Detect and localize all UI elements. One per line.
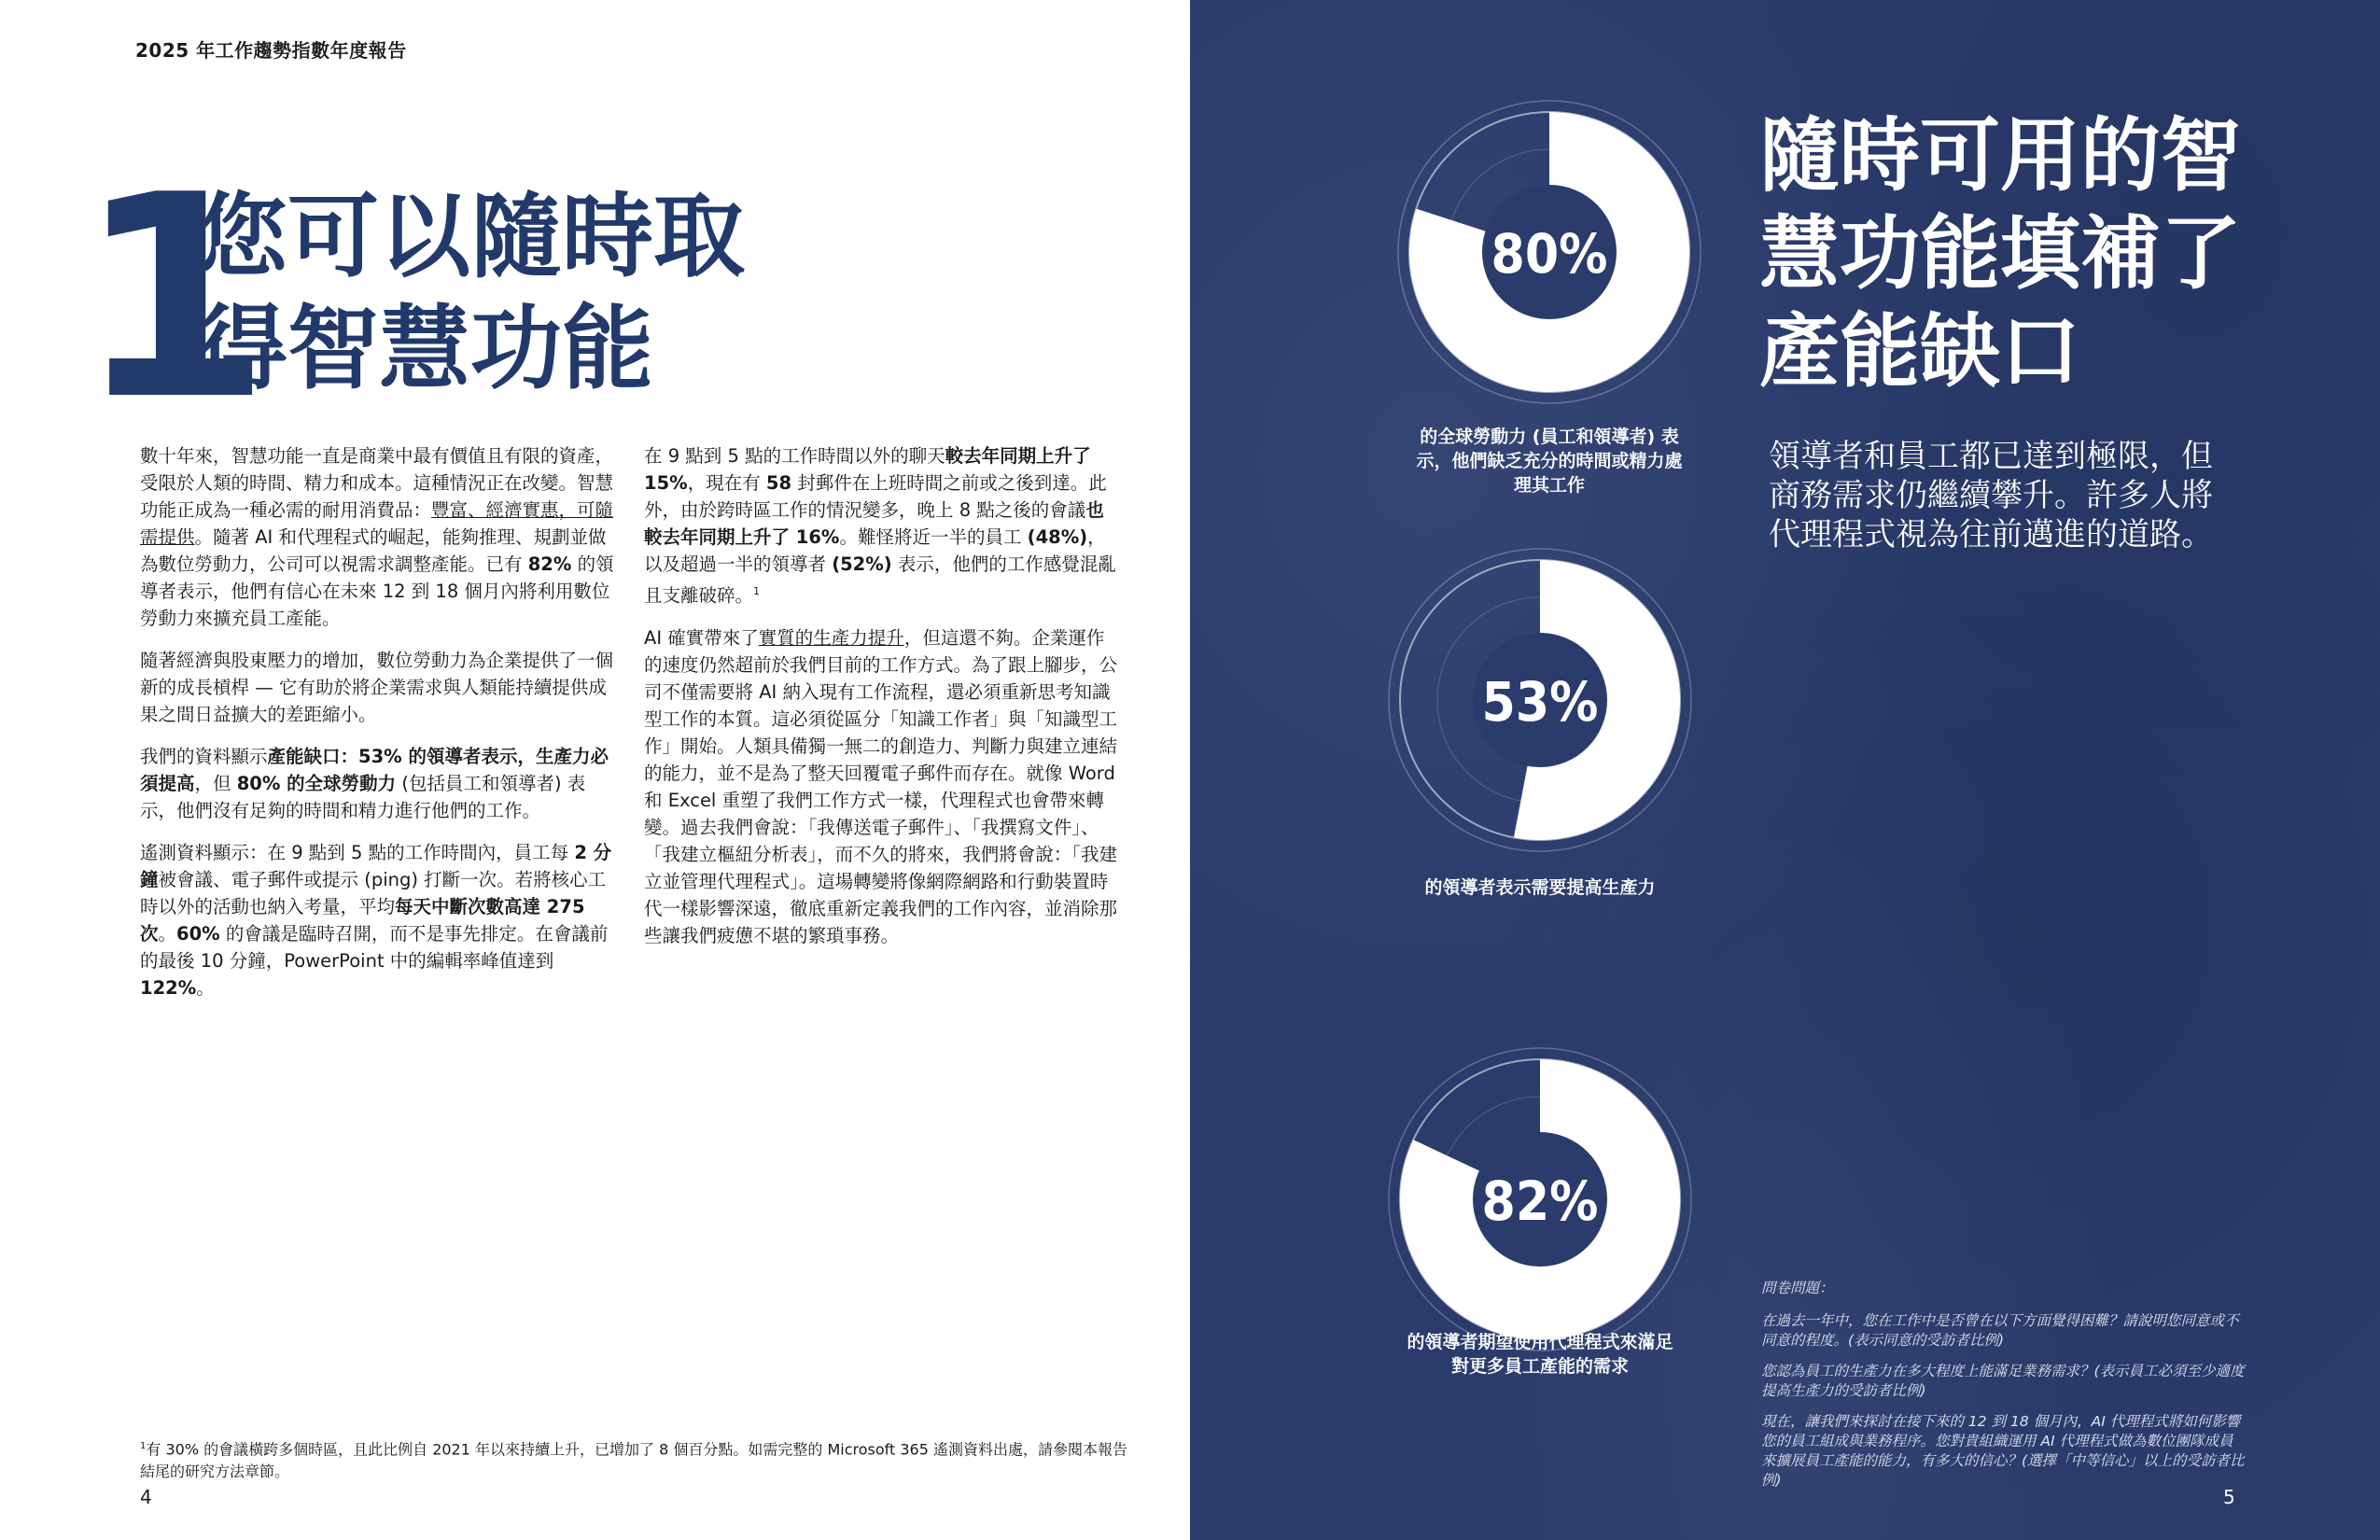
paragraph (140, 743, 616, 824)
donut-chart-53 (1381, 541, 1699, 859)
bold-text: 60% (176, 923, 220, 945)
footnote (140, 1435, 1129, 1483)
bold-text: 122% (140, 977, 197, 999)
paragraph (644, 624, 1120, 949)
text: ，以及超過一半的領導者 (644, 526, 1106, 575)
survey-question-2: 您認為員工的生產力在多大程度上能滿足業務需求？(表示員工必須至少適度提高生產力的受訪者比例) (1761, 1363, 2245, 1399)
text: 。 (196, 977, 215, 999)
report-header: 2025 年工作趨勢指數年度報告 (135, 39, 407, 62)
text: 。難怪將近一半的員工 (839, 526, 1028, 548)
paragraph (140, 839, 616, 1001)
donut-chart-82 (1381, 1041, 1699, 1358)
survey-questions (1761, 1279, 2247, 1502)
right-body-text: 領導者和員工都已達到極限，但商務需求仍繼續攀升。許多人將代理程式視為往前邁進的道路。 (1769, 438, 2213, 553)
donut-chart-80 (1391, 93, 1708, 411)
bold-text: 較去年同期上升了 15% (644, 445, 1091, 494)
text: ，現在有 (687, 472, 766, 494)
bold-text: 產能缺口：53% 的領導者表示，生產力必須提高 (140, 746, 609, 794)
donut-value-label: 53% (1481, 670, 1599, 734)
chapter-title (196, 182, 849, 405)
bold-text: 每天中斷次數高達 275 次 (140, 896, 585, 945)
footnote-text: 有 30% 的會議橫跨多個時區，且此比例自 2021 年以來持續上升，已增加了 8 個百分點。如需完整的 Microsoft 365 遙測資料出處，請參閱本報告結尾的研究方法章節。 (140, 1440, 1127, 1481)
bold-text: 也較去年同期上升了 16% (644, 499, 1104, 548)
paragraph: 隨著經濟與股東壓力的增加，數位勞動力為企業提供了一個新的成長槓桿 — 它有助於將企業需求與人類能持續提供成果之間日益擴大的差距縮小。 (140, 650, 614, 725)
bold-text: (52%) (832, 553, 892, 575)
text-column-2 (644, 442, 1120, 964)
inline-link[interactable]: 實質的生產力提升 (758, 626, 904, 649)
page-number-right: 5 (2223, 1486, 2235, 1508)
inline-link[interactable]: 豐富、經濟實惠，可隨需提供 (140, 499, 614, 548)
right-title-line3: 產能缺口 (1759, 304, 2080, 399)
bold-text: 2 分鐘 (140, 842, 612, 890)
survey-title: 問卷問題： (1761, 1280, 1834, 1296)
text: 數十年來，智慧功能一直是商業中最有價值且有限的資產，受限於人類的時間、精力和成本。這種情況正在改變。智慧功能正成為一種必需的耐用消費品： (140, 445, 614, 521)
bold-text: 82% (527, 553, 572, 575)
donut-value-label: 82% (1481, 1169, 1599, 1233)
text: AI 確實帶來了 (644, 626, 759, 649)
text: 封郵件在上班時間之前或之後到達。此外，由於跨時區工作的情況變多，晚上 8 點之後的會議 (644, 472, 1107, 521)
right-title-line2: 慧功能填補了 (1759, 206, 2241, 301)
stat-caption-53: 的領導者表示需要提高生產力 (1424, 877, 1656, 898)
right-title (1759, 107, 2282, 401)
footnote-ref[interactable]: 1 (753, 585, 761, 597)
bold-text: 80% 的全球勞動力 (236, 773, 397, 794)
survey-question-1: 在過去一年中，您在工作中是否曾在以下方面覺得困難？請說明您同意或不同意的程度。(表示同意的受訪者比例) (1761, 1312, 2239, 1349)
text: 被會議、電子郵件或提示 (ping) 打斷一次。若將核心工時以外的活動也納入考量，平均 (140, 869, 607, 917)
stat-caption-82: 的領導者期望使用代理程式來滿足對更多員工產能的需求 (1407, 1332, 1673, 1377)
text: 在 9 點到 5 點的工作時間以外的聊天 (644, 445, 945, 467)
text: 的領導者表示，他們有信心在未來 12 到 18 個月內將利用數位勞動力來擴充員工產能。 (140, 553, 614, 629)
text: 遙測資料顯示：在 9 點到 5 點的工作時間內，員工每 (140, 842, 575, 863)
right-title-line1: 隨時可用的智 (1759, 109, 2241, 203)
text: ，但 (194, 773, 237, 794)
text: 。隨著 AI 和代理程式的崛起，能夠推理、規劃並做為數位勞動力，公司可以視需求調整產能。已有 (140, 526, 607, 575)
paragraph (140, 442, 616, 632)
donut-value-label: 80% (1491, 222, 1608, 286)
text: (包括員工和領導者) 表示，他們沒有足夠的時間和精力進行他們的工作。 (140, 773, 586, 821)
chapter-title-line2: 得智慧功能 (196, 295, 654, 402)
paragraph (644, 442, 1120, 609)
page-number-left: 4 (140, 1486, 152, 1508)
text-column-1 (140, 442, 616, 1016)
survey-question-3: 現在，讓我們來探討在接下來的 12 到 18 個月內，AI 代理程式將如何影響您的員工組成與業務程序。您對貴組織運用 AI 代理程式做為數位團隊成員來擴展員工產能的能力，有多大的信心？(選擇「中等信心」以上的受訪者比例) (1761, 1413, 2245, 1489)
chapter-title-line1: 您可以隨時取 (196, 184, 746, 290)
text: 。 (158, 923, 177, 945)
text: 的會議是臨時召開，而不是事先排定。在會議前的最後 10 分鐘，PowerPoint 中的編輯率峰值達到 (140, 923, 609, 972)
bold-text: 58 (765, 472, 792, 494)
footnote-mark: 1 (140, 1441, 147, 1451)
chapter-number: 1 (77, 135, 262, 461)
text: 我們的資料顯示 (140, 746, 268, 767)
text: ，但這還不夠。企業運作的速度仍然超前於我們目前的工作方式。為了跟上腳步，公司不僅需要將 AI 納入現有工作流程，還必須重新思考知識型工作的本質。這必須從區分「知識工作者」與「知識型工作」開始。人類具備獨一無二的創造力、判斷力與建立連結的能力，並不是為了整天回覆電子郵件而存在。就像 Word 和 Excel 重塑了我們工作方式一樣，代理程式也會帶來轉變。過去我們會說：「我傳送電子郵件」、「我撰寫文件」、「我建立樞紐分析表」，而不久的將來，我們將會說：「我建立並管理代理程式」。這場轉變將像網際網路和行動裝置時代一樣影響深遠，徹底重新定義我們的工作內容，並消除那些讓我們疲憊不堪的繁瑣事務。 (644, 626, 1118, 946)
stat-caption-80: 的全球勞動力 (員工和領導者) 表示，他們缺乏充分的時間或精力處理其工作 (1416, 427, 1683, 496)
text: 表示，他們的工作感覺混亂且支離破碎。 (644, 553, 1116, 607)
bold-text: (48%) (1027, 526, 1088, 548)
